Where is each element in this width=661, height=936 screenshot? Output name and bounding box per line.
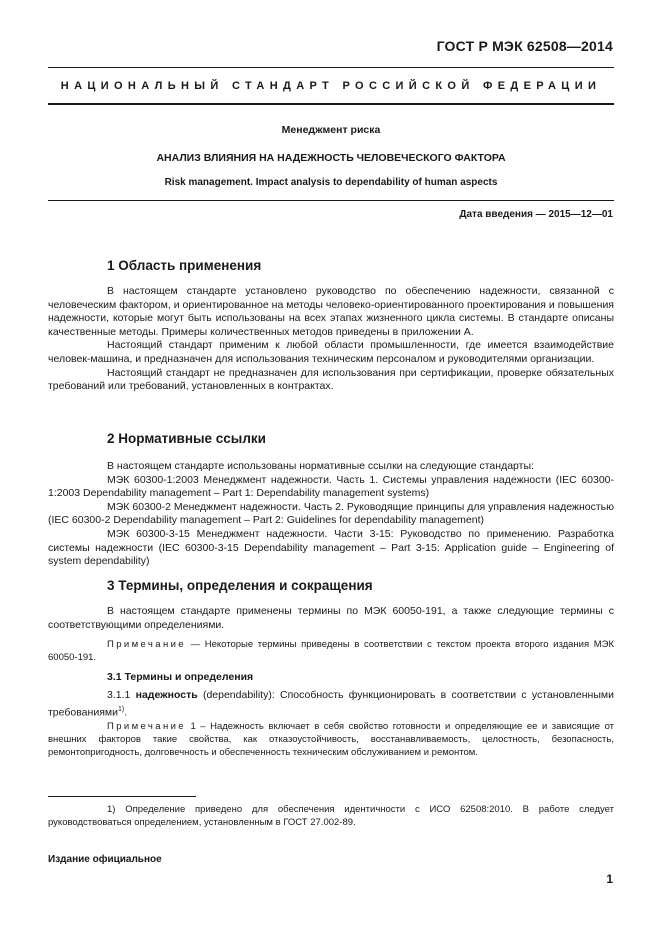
term-name: надежность bbox=[135, 689, 198, 701]
term-note bbox=[48, 721, 614, 759]
section3-paragraph: В настоящем стандарте применены термины по МЭК 60050-191, а также следующие термины с соответствующими определениями. bbox=[48, 605, 614, 631]
term-end: . bbox=[124, 706, 128, 719]
footnote-ref: 1) bbox=[117, 705, 125, 713]
title-rule bbox=[48, 200, 614, 201]
section2-heading: 2 Нормативные ссылки bbox=[107, 431, 266, 446]
page-number: 1 bbox=[606, 872, 613, 886]
note1-label: Примечание bbox=[107, 721, 186, 732]
title-english: Risk management. Impact analysis to dependability of human aspects bbox=[164, 177, 498, 188]
term-definition bbox=[48, 689, 614, 720]
national-standard-banner: НАЦИОНАЛЬНЫЙ СТАНДАРТ РОССИЙСКОЙ ФЕДЕРАЦИИ bbox=[60, 80, 602, 92]
term-number: 3.1.1 bbox=[107, 689, 136, 701]
section3-heading: 3 Термины, определения и сокращения bbox=[107, 578, 373, 593]
title-line1: Менеджмент риска bbox=[281, 124, 381, 136]
section2-body bbox=[48, 460, 614, 569]
section1-paragraph: Настоящий стандарт не предназначен для использования при сертификации, проверке обязательных требований или требований, установленных в контрактах. bbox=[48, 366, 614, 393]
section3-note bbox=[48, 639, 614, 665]
note-label: Примечание bbox=[107, 639, 186, 650]
section1-body bbox=[48, 285, 614, 394]
reference-item: МЭК 60300-2 Менеджмент надежности. Часть 2. Руководящие принципы для управления надежностью (IEC 60300-2 Dependability management – Part 2: Guidelines for dependability management) bbox=[48, 500, 614, 527]
footnote-text: 1) Определение приведено для обеспечения идентичности с ИСО 62508:2010. В работе следует руководствоваться определением, установленным в ГОСТ 27.002-89. bbox=[48, 804, 614, 828]
section3-body bbox=[48, 605, 614, 632]
reference-item: МЭК 60300-1:2003 Менеджмент надежности. Часть 1. Системы управления надежности (IEC 60300-1:2003 Dependability management – Part 1: Dependability management systems) bbox=[48, 473, 614, 500]
section1-heading: 1 Область применения bbox=[107, 258, 262, 273]
term-text: (dependability): Способность функционировать в соответствии с установленными требованиями bbox=[48, 689, 614, 719]
footnote bbox=[48, 804, 614, 830]
header-rule-top bbox=[48, 67, 614, 68]
reference-item: МЭК 60300-3-15 Менеджмент надежности. Части 3-15: Руководство по применению. Разработка системы надежности (IEC 60300-3-15 Dependability management – Part 3-15: Application guide – Engineering of system dependability) bbox=[48, 527, 614, 568]
section1-paragraph: В настоящем стандарте установлено руководство по обеспечению надежности, связанной с человеческим фактором, и ориентированное на методы человеко-ориентированного проектирования и повышения надежности, которые могут быть использованы на всех этапах жизненного цикла системы. В стандарте описаны качественные методы. Примеры количественных методов приведены в приложении А. bbox=[48, 285, 614, 338]
header-rule-bottom bbox=[48, 103, 614, 105]
footnote-rule bbox=[48, 796, 196, 797]
section2-paragraph: В настоящем стандарте использованы нормативные ссылки на следующие стандарты: bbox=[107, 460, 534, 472]
subsection-heading: 3.1 Термины и определения bbox=[107, 671, 254, 683]
official-edition: Издание официальное bbox=[48, 854, 162, 865]
intro-date: Дата введения — 2015—12—01 bbox=[459, 209, 613, 220]
standard-code: ГОСТ Р МЭК 62508—2014 bbox=[436, 38, 613, 54]
note-text: — Некоторые термины приведены в соответствии с текстом проекта второго издания МЭК 60050-191. bbox=[48, 639, 614, 663]
section1-paragraph: Настоящий стандарт применим к любой области промышленности, где имеется взаимодействие человек-машина, и предназначен для использования техническим персоналом и руководителями организации. bbox=[48, 339, 614, 365]
title-line2: АНАЛИЗ ВЛИЯНИЯ НА НАДЕЖНОСТЬ ЧЕЛОВЕЧЕСКОГО ФАКТОРА bbox=[156, 152, 506, 164]
note1-text: 1 – Надежность включает в себя свойство готовности и определяющие ее и зависящие от внешних факторов такие свойства, как отказоустойчивость, восстанавливаемость, целостность, безопасность, ремонтопригодность, долговечность и обеспеченность техническим обслуживанием и ремонтом. bbox=[48, 721, 614, 758]
